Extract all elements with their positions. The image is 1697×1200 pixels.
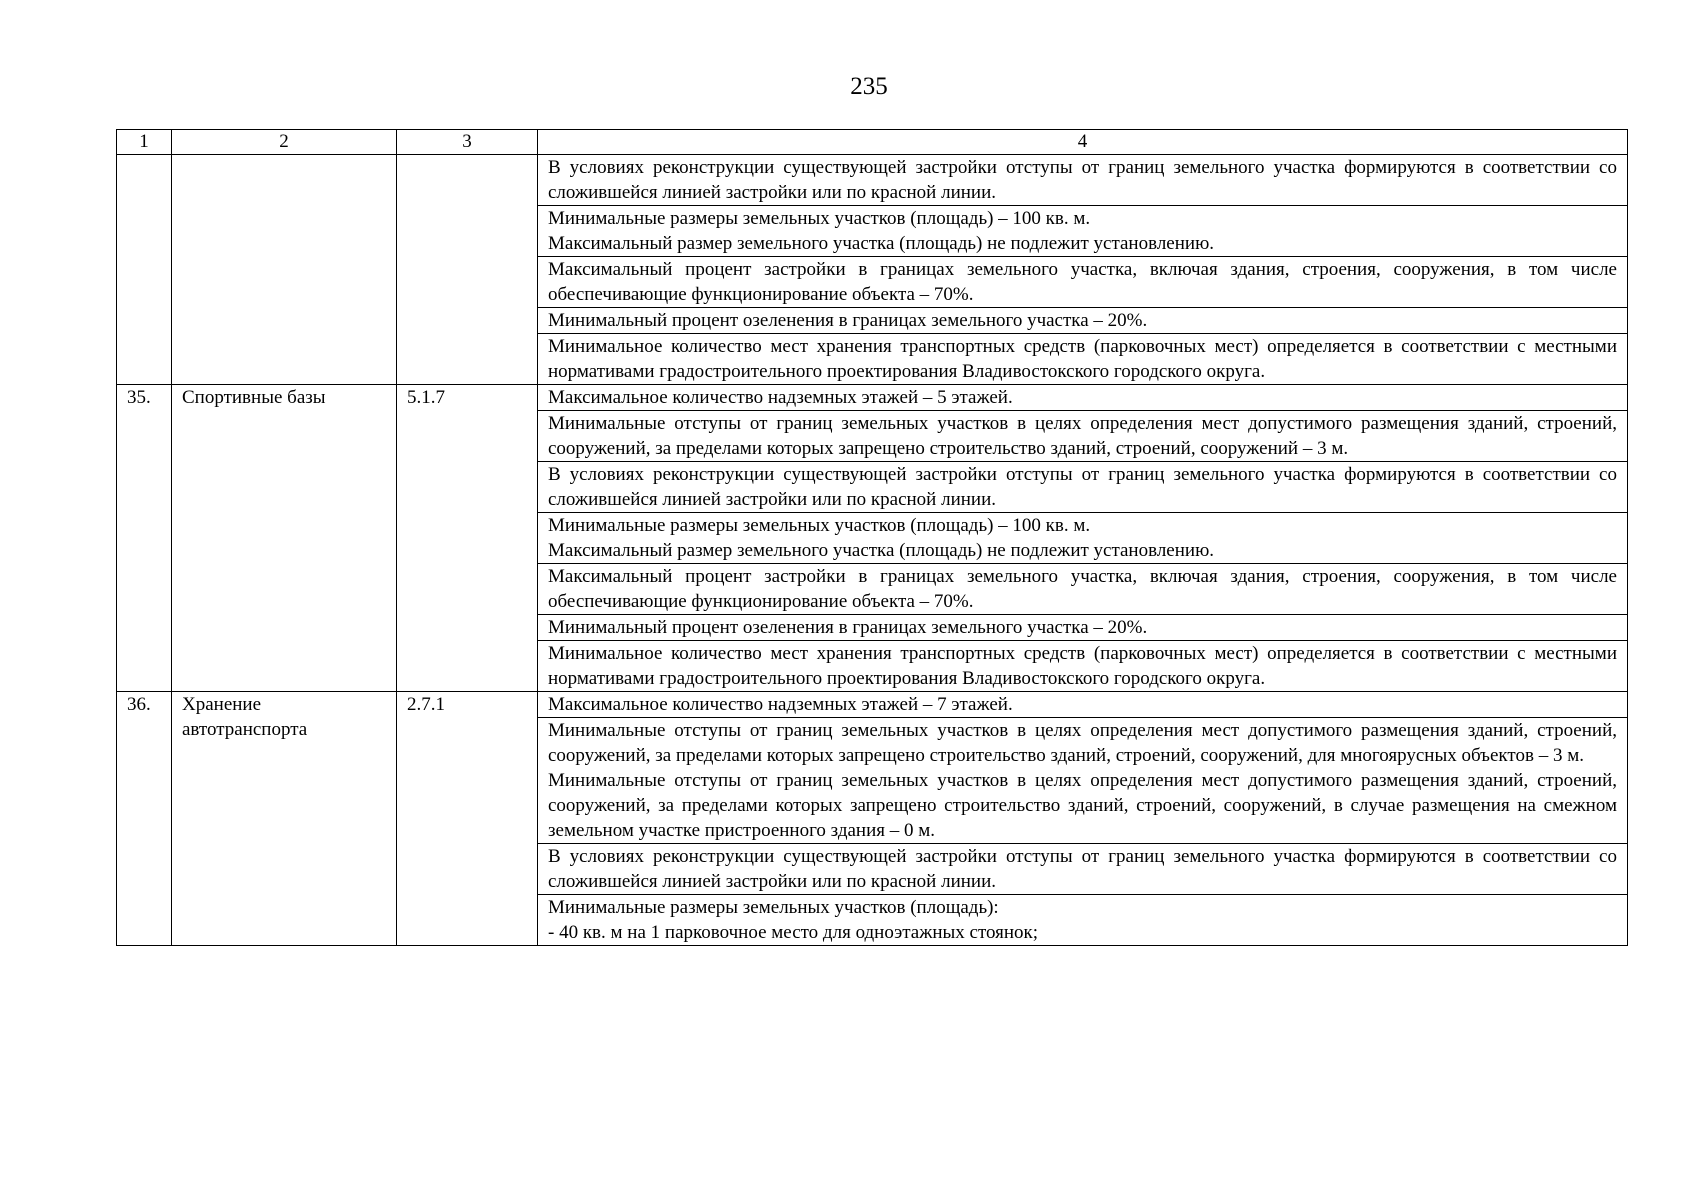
parameter-text: В условиях реконструкции существующей застройки отступы от границ земельного участка формируются в соответствии со сложившейся линией застройки или по красной линии.: [548, 846, 1617, 892]
parameter-cell: [538, 334, 1628, 385]
parameter-cell: [538, 385, 1628, 411]
parameter-cell: [538, 718, 1628, 844]
row-number-cell: 36.: [117, 692, 172, 946]
parameter-text: Минимальный процент озеленения в границах земельного участка – 20%.: [548, 310, 1148, 331]
parameter-cell: [538, 564, 1628, 615]
parameter-text: Минимальные размеры земельных участков (площадь) – 100 кв. м.: [548, 208, 1091, 229]
parameter-text: Минимальное количество мест хранения транспортных средств (парковочных мест) определяется в соответствии с местными нормативами градостроительного проектирования Владивостокского городского округа.: [548, 643, 1617, 689]
parameter-text: Минимальное количество мест хранения транспортных средств (парковочных мест) определяется в соответствии с местными нормативами градостроительного проектирования Владивостокского городского округа.: [548, 336, 1617, 382]
table-row: [117, 692, 1628, 718]
column-header: 3: [397, 130, 538, 155]
parameter-cell: [538, 513, 1628, 564]
parameter-text: В условиях реконструкции существующей застройки отступы от границ земельного участка формируются в соответствии со сложившейся линией застройки или по красной линии.: [548, 464, 1617, 510]
parameter-text: Минимальные отступы от границ земельных участков в целях определения мест допустимого размещения зданий, строений, сооружений, за пределами которых запрещено строительство зданий, строений, сооружений, для многоярусных объектов – 3 м.: [548, 720, 1617, 766]
column-header: 2: [172, 130, 397, 155]
parameter-cell: [538, 641, 1628, 692]
parameter-text: В условиях реконструкции существующей застройки отступы от границ земельного участка формируются в соответствии со сложившейся линией застройки или по красной линии.: [548, 157, 1617, 203]
table-row: [117, 385, 1628, 411]
parameter-text: Минимальный процент озеленения в границах земельного участка – 20%.: [548, 617, 1148, 638]
parameter-text: Минимальные отступы от границ земельных участков в целях определения мест допустимого размещения зданий, строений, сооружений, за пределами которых запрещено строительство зданий, строений, сооружений – 3 м.: [548, 413, 1617, 459]
use-name-cell: [172, 155, 397, 385]
parameter-cell: [538, 895, 1628, 946]
parameter-cell: [538, 692, 1628, 718]
parameter-text: Максимальный размер земельного участка (площадь) не подлежит установлению.: [548, 540, 1215, 561]
parameter-cell: [538, 844, 1628, 895]
parameter-cell: [538, 462, 1628, 513]
table-row: [117, 155, 1628, 206]
parameter-text: Максимальный процент застройки в границах земельного участка, включая здания, строения, сооружения, в том числе обеспечивающие функционирование объекта – 70%.: [548, 566, 1617, 612]
column-header: 1: [117, 130, 172, 155]
regulations-table: [116, 129, 1628, 946]
parameter-text: Максимальный размер земельного участка (площадь) не подлежит установлению.: [548, 233, 1215, 254]
parameter-text: - 40 кв. м на 1 парковочное место для одноэтажных стоянок;: [548, 922, 1039, 943]
parameter-cell: [538, 411, 1628, 462]
parameter-cell: [538, 257, 1628, 308]
column-header: 4: [538, 130, 1628, 155]
parameter-cell: [538, 206, 1628, 257]
parameter-text: Минимальные отступы от границ земельных участков в целях определения мест допустимого размещения зданий, строений, сооружений, за пределами которых запрещено строительство зданий, строений, сооружений, в случае размещения на смежном земельном участке пристроенного здания – 0 м.: [548, 770, 1617, 841]
use-name-cell: Хранение автотранспорта: [172, 692, 397, 946]
parameter-text: Максимальное количество надземных этажей – 5 этажей.: [548, 387, 1013, 408]
row-number-cell: [117, 155, 172, 385]
page-number: 235: [850, 73, 888, 100]
use-code-cell: 2.7.1: [397, 692, 538, 946]
table-body: [117, 155, 1628, 946]
table-header-row: [117, 130, 1628, 155]
use-name-cell: Спортивные базы: [172, 385, 397, 692]
parameter-cell: [538, 308, 1628, 334]
parameter-text: Минимальные размеры земельных участков (площадь) – 100 кв. м.: [548, 515, 1091, 536]
parameter-text: Минимальные размеры земельных участков (площадь):: [548, 897, 999, 918]
use-code-cell: 5.1.7: [397, 385, 538, 692]
parameter-cell: [538, 155, 1628, 206]
use-code-cell: [397, 155, 538, 385]
parameter-text: Максимальный процент застройки в границах земельного участка, включая здания, строения, сооружения, в том числе обеспечивающие функционирование объекта – 70%.: [548, 259, 1617, 305]
parameter-cell: [538, 615, 1628, 641]
row-number-cell: 35.: [117, 385, 172, 692]
parameter-text: Максимальное количество надземных этажей – 7 этажей.: [548, 694, 1013, 715]
